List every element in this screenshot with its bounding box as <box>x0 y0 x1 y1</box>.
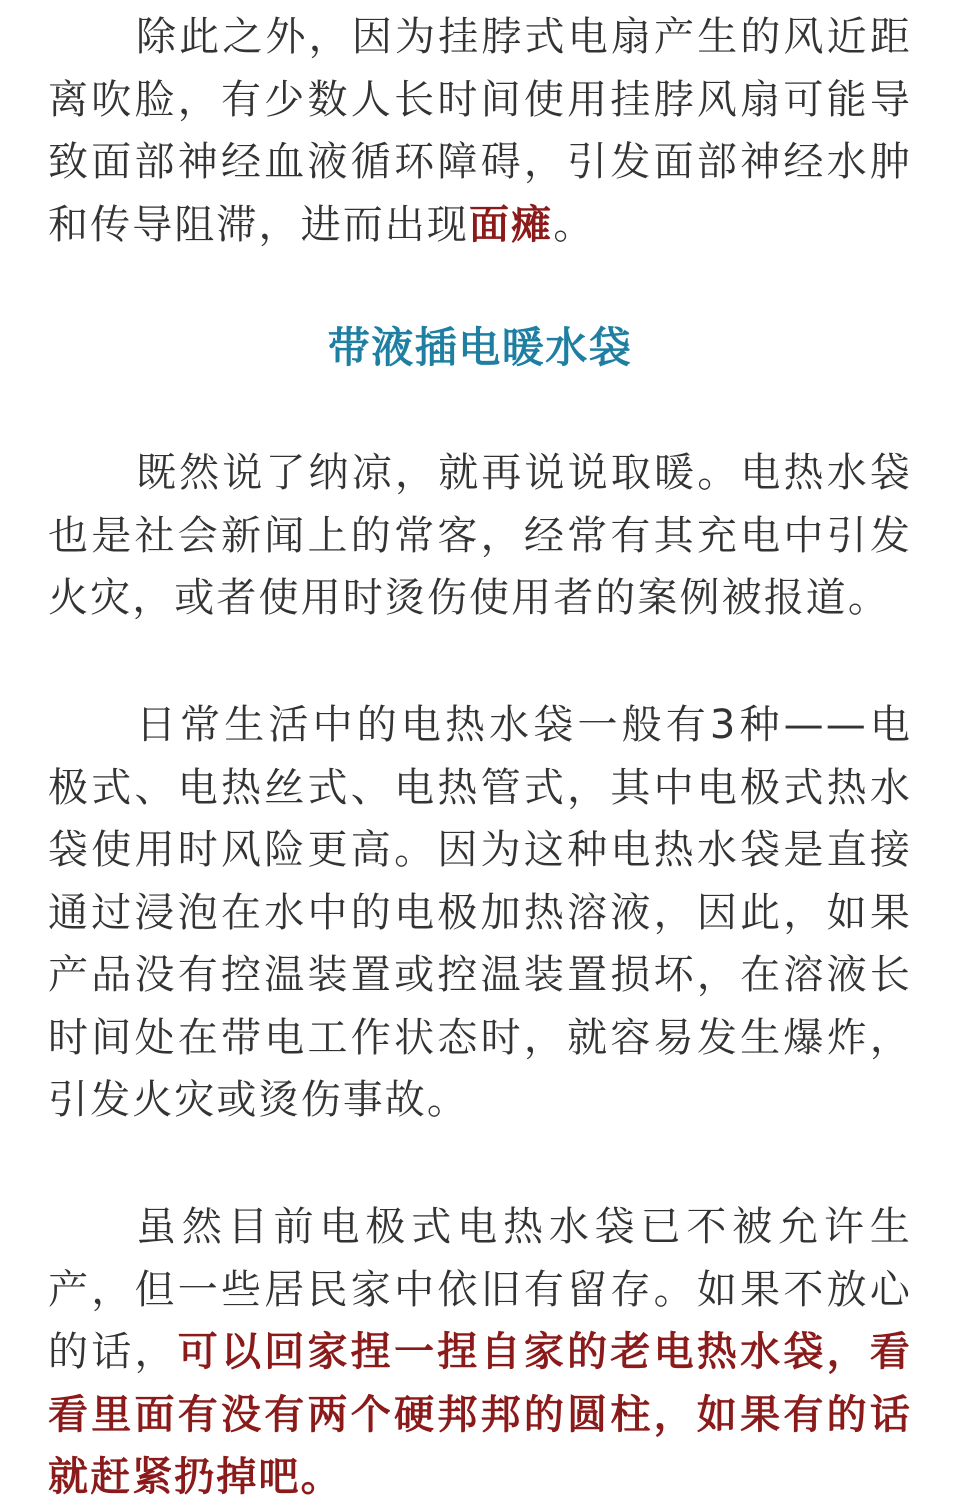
paragraph-text: 除此之外，因为挂脖式电扇产生的风近距离吹脸，有少数人长时间使用挂脖风扇可能导致面部神经血液循环障碍，引发面部神经水肿和传导阻滞，进而出现 <box>48 14 912 248</box>
highlight-facial-paralysis: 面瘫 <box>469 201 554 248</box>
section-heading: 带液插电暖水袋 <box>327 323 633 372</box>
paragraph-advice <box>48 1196 912 1509</box>
paragraph-text: 日常生活中的电热水袋一般有3种——电极式、电热丝式、电热管式，其中电极式热水袋使用时风险更高。因为这种电热水袋是直接通过浸泡在水中的电极加热溶液，因此，如果产品没有控温装置或控温装置损坏，在溶液长时间处在带电工作状态时，就容易发生爆炸，引发火灾或烫伤事故。 <box>48 702 912 1123</box>
paragraph-text: 虽然目前电极式电热水袋已不被允许生产，但一些居民家中依旧有留存。如果不放心的话， <box>48 1204 912 1375</box>
paragraph-neck-fan <box>48 6 912 256</box>
paragraph-end: 。 <box>553 201 596 248</box>
paragraph-heating-types <box>48 694 912 1132</box>
paragraph-heating-intro <box>48 442 912 630</box>
paragraph-text: 既然说了纳凉，就再说说取暖。电热水袋也是社会新闻上的常客，经常有其充电中引发火灾，或者使用时烫伤使用者的案例被报道。 <box>48 450 912 621</box>
highlight-advice: 可以回家捏一捏自家的老电热水袋，看看里面有没有两个硬邦邦的圆柱，如果有的话就赶紧扔掉吧。 <box>48 1329 912 1500</box>
